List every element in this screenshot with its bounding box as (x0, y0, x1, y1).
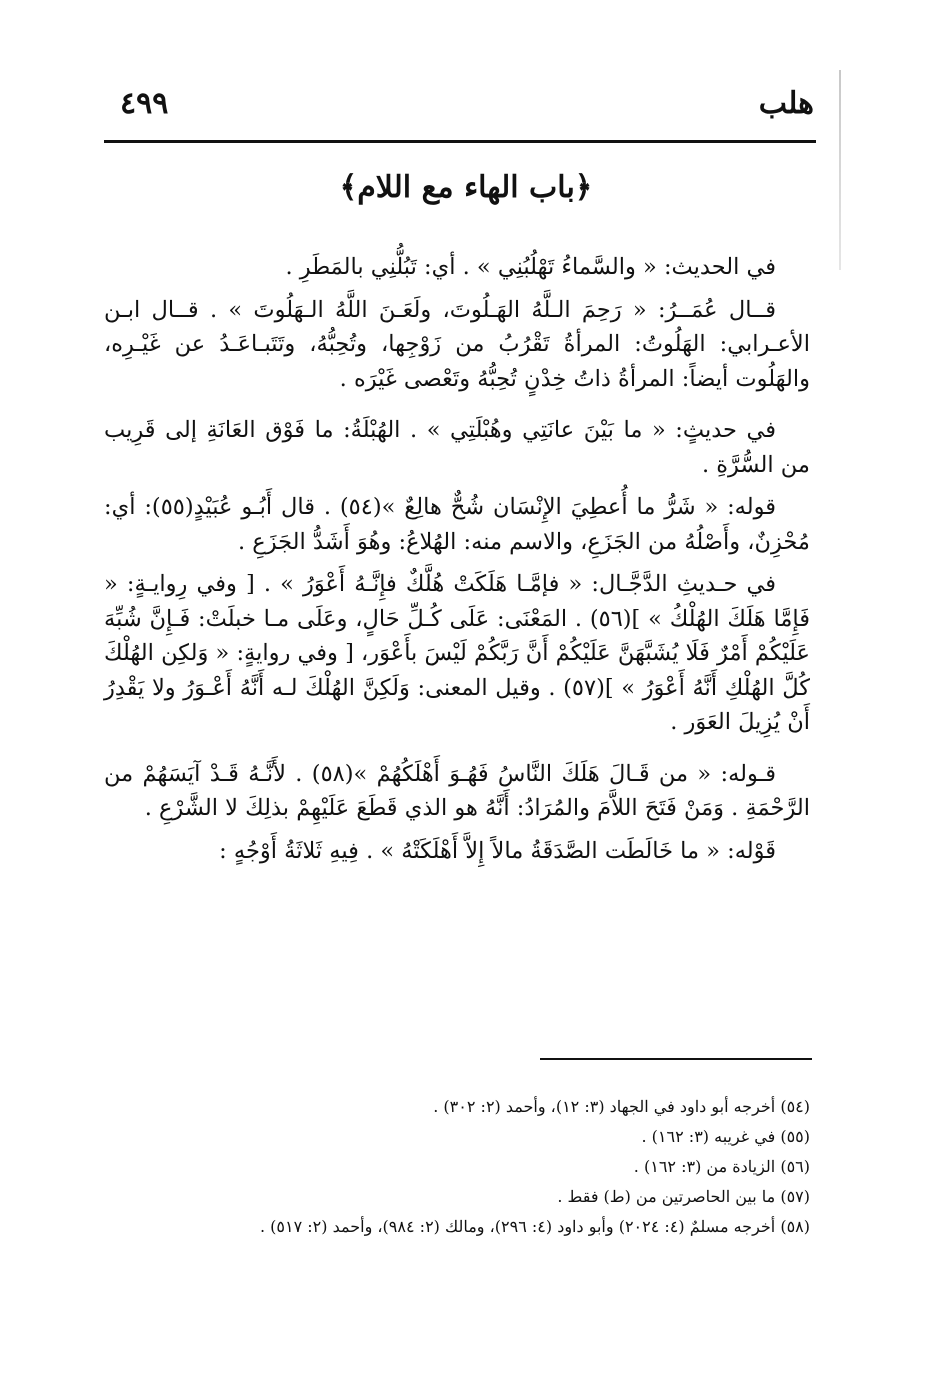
paragraph-hadith-tahlubuni: في الحديث: « والسَّماءُ تَهْلُبُنِي » . أي: تَبُلُّنِي بالمَطَرِ . (285, 254, 776, 280)
footnote-56: (٥٦) الزيادة من (٣: ١٦٢) . (633, 1157, 810, 1176)
paragraph-hublah: في حديثٍ: « ما بَيْنَ عانَتِي وهُبْلَتِي » . الهُبْلَةُ: ما فَوْق العَانَةِ إلى قَرِيب من السُّرَّةِ . (104, 417, 810, 478)
page-number: ٤٩٩ (120, 86, 169, 121)
footnote-rule (540, 1058, 812, 1060)
footnotes (104, 1092, 810, 1242)
header-rule (104, 140, 816, 143)
footnote-55: (٥٥) في غريبه (٣: ١٦٢) . (641, 1127, 810, 1146)
header-headword: هلب (758, 86, 814, 121)
footnote-58: (٥٨) أخرجه مسلمٌ (٤: ٢٠٢٤) وأبو داود (٤: ٢٩٦)، ومالك (٢: ٩٨٤)، وأحمد (٢: ٥١٧) . (259, 1217, 810, 1236)
chapter-title: ﴿باب الهاء مع اللام﴾ (339, 170, 593, 205)
footnote-54: (٥٤) أخرجه أبو داود في الجهاد (٣: ١٢)، وأحمد (٢: ٣٠٢) . (433, 1097, 810, 1116)
running-header (120, 80, 814, 130)
paragraph-sadaqah: قَوْله: « ما خَالَطَت الصَّدَقَةُ مالاً إِلاَّ أَهْلَكَتْهُ » . فِيهِ ثَلاثَةُ أَوْجُهٍ : (219, 837, 776, 864)
paragraph-halut: قــال عُمَــرُ: « رَحِمَ الـلَّهُ الهَـلُوتَ، ولَعَـنَ اللَّهُ الـهَلُوتَ » . قــال ابـن الأعـرابي: الهَلُوتُ: المرأةُ تَقْرُبُ من زَوْجِها، وتُحِبُّهُ، وتَتَبـاعَـدُ عن غَيْـرِه، والهَلُوت أيضاً: المرأةُ ذاتُ خِدْنٍ تُحِبُّهُ وتَعْصى غَيْرَه . (104, 296, 810, 392)
paragraph-halaka-annas: قـوله: « من قَـالَ هَلَكَ النَّاسُ فَهُـوَ أَهْلَكُهُمْ »(٥٨) . لأَنَّـهُ قَـدْ آيَسَهُمْ من الرَّحْمَةِ . وَمَنْ فَتَحَ اللاَّمَ والمُرَادُ: أَنَّهُ هو الذي قَطَعَ عَلَيْهِمْ بذلِكَ لا الشَّرْعِ . (104, 760, 810, 821)
body-text (104, 250, 810, 885)
paragraph-hali: قوله: « شَرُّ ما أُعطِيَ الإِنْسَان شُحٌّ هالِعٌ »(٥٤) . قال أَبُـو عُبَيْدٍ(٥٥): أي: مُحْزِنٌ، وأَصْلُهُ من الجَزَعِ، والاسم منه: الهُلاعُ: وهُوَ أَشَدُّ الجَزَعِ . (104, 494, 810, 555)
paragraph-dajjal: في حـديثِ الدَّجَّـال: « فإمَّـا هَلَكَتْ هُلَّكٌ فإِنَّـهُ أَعْوَرُ » . [ وفي رِوايـةٍ: « فَإِمَّا هَلَكَ الهُلْكُ » ](٥٦) . المَعْنَى: عَلَى كُـلِّ حَالٍ، وعَلَى مـا خبلَتْ: فَـإِنَّ شُبِّهَ عَلَيْكُمْ أَمْرٌ فَلَا يُشَبَّهَنَّ عَلَيْكُمْ أَنَّ رَبَّكُمْ لَيْسَ بأَعْوَر، [ وفي روايةٍ: « وَلكِن الهُلْكَ كُلَّ الهُلْكِ أَنَّهُ أَعْوَرُ » ](٥٧) . وقيل المعنى: وَلَكِنَّ الهُلْكَ لـه أَنَّهُ أَعْـوَرُ ولا يَقْدِرُ أَنْ يُزِيلَ العَوَر . (104, 571, 810, 735)
footnote-57: (٥٧) ما بين الحاصرتين من (ط) فقط . (557, 1187, 810, 1206)
